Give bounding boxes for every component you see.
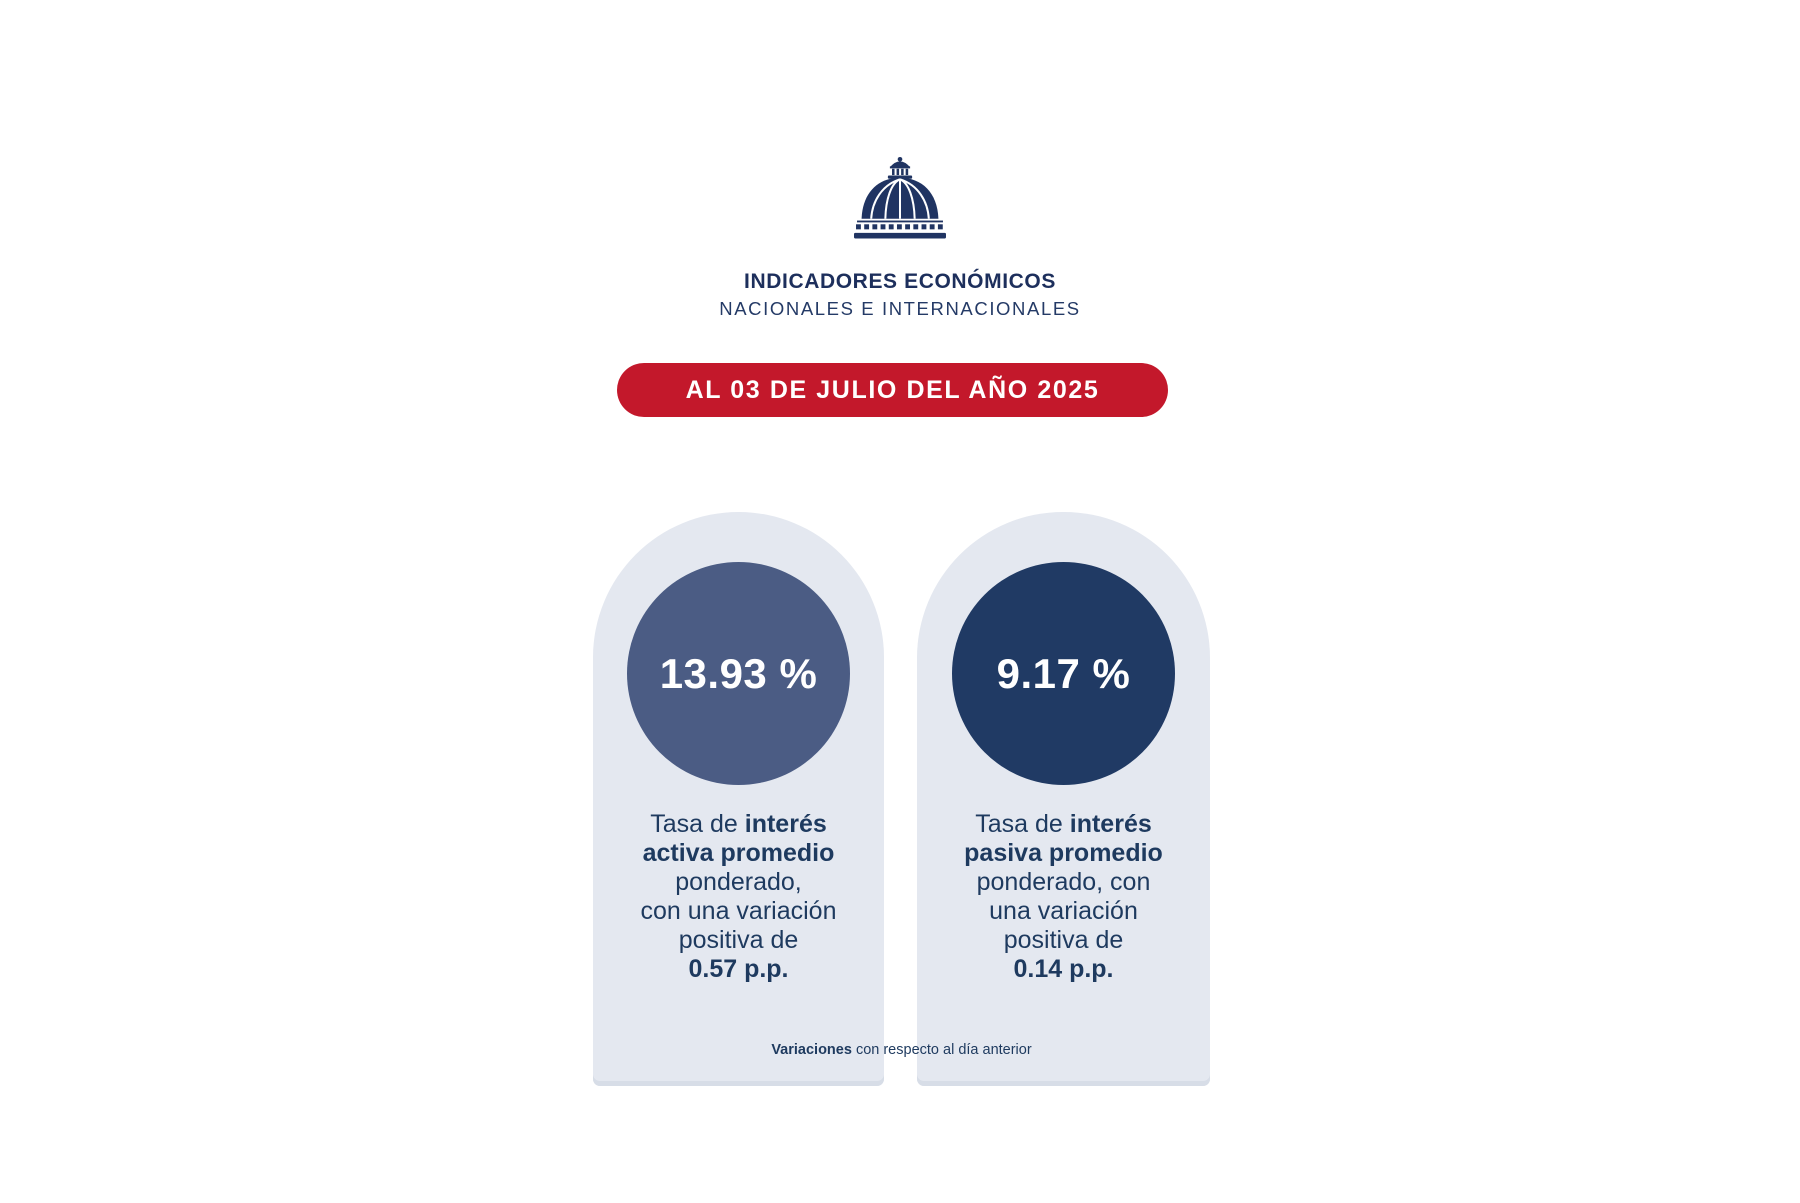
card-text-line: positiva de xyxy=(1003,926,1124,954)
footnote-bold-label: Variaciones xyxy=(771,1042,852,1058)
rate-cards-group xyxy=(593,512,1210,1086)
card-text-line: positiva de xyxy=(678,926,799,954)
card-text-line: Tasa de interés xyxy=(650,810,827,838)
rate-circle-activa xyxy=(627,562,850,785)
rate-description-pasiva xyxy=(917,810,1210,984)
rate-circle-pasiva xyxy=(952,562,1175,785)
rate-description-activa xyxy=(593,810,884,984)
card-text-line: Tasa de interés xyxy=(975,810,1152,838)
page-title: INDICADORES ECONÓMICOS xyxy=(744,270,1056,293)
card-text-line: activa promedio xyxy=(642,839,835,867)
rate-value-activa: 13.93 % xyxy=(659,649,818,697)
card-tasa-activa xyxy=(593,512,884,1086)
card-text-line: 0.14 p.p. xyxy=(1013,955,1114,983)
footnote-text: con respecto al día anterior xyxy=(851,1042,1032,1058)
footnote xyxy=(593,1042,1210,1058)
date-banner-label: AL 03 DE JULIO DEL AÑO 2025 xyxy=(685,375,1100,404)
page-subtitle: NACIONALES E INTERNACIONALES xyxy=(719,298,1081,319)
rate-value-pasiva: 9.17 % xyxy=(996,649,1131,697)
card-text-line: con una variación xyxy=(640,897,837,925)
card-text-line: ponderado, xyxy=(675,868,802,896)
card-text-line: una variación xyxy=(989,897,1138,925)
presidency-dome-icon xyxy=(854,156,946,239)
date-banner xyxy=(617,363,1168,417)
card-text-line: ponderado, con xyxy=(976,868,1151,896)
card-tasa-pasiva xyxy=(917,512,1210,1086)
card-text-line: pasiva promedio xyxy=(964,839,1163,867)
card-text-line: 0.57 p.p. xyxy=(688,955,789,983)
